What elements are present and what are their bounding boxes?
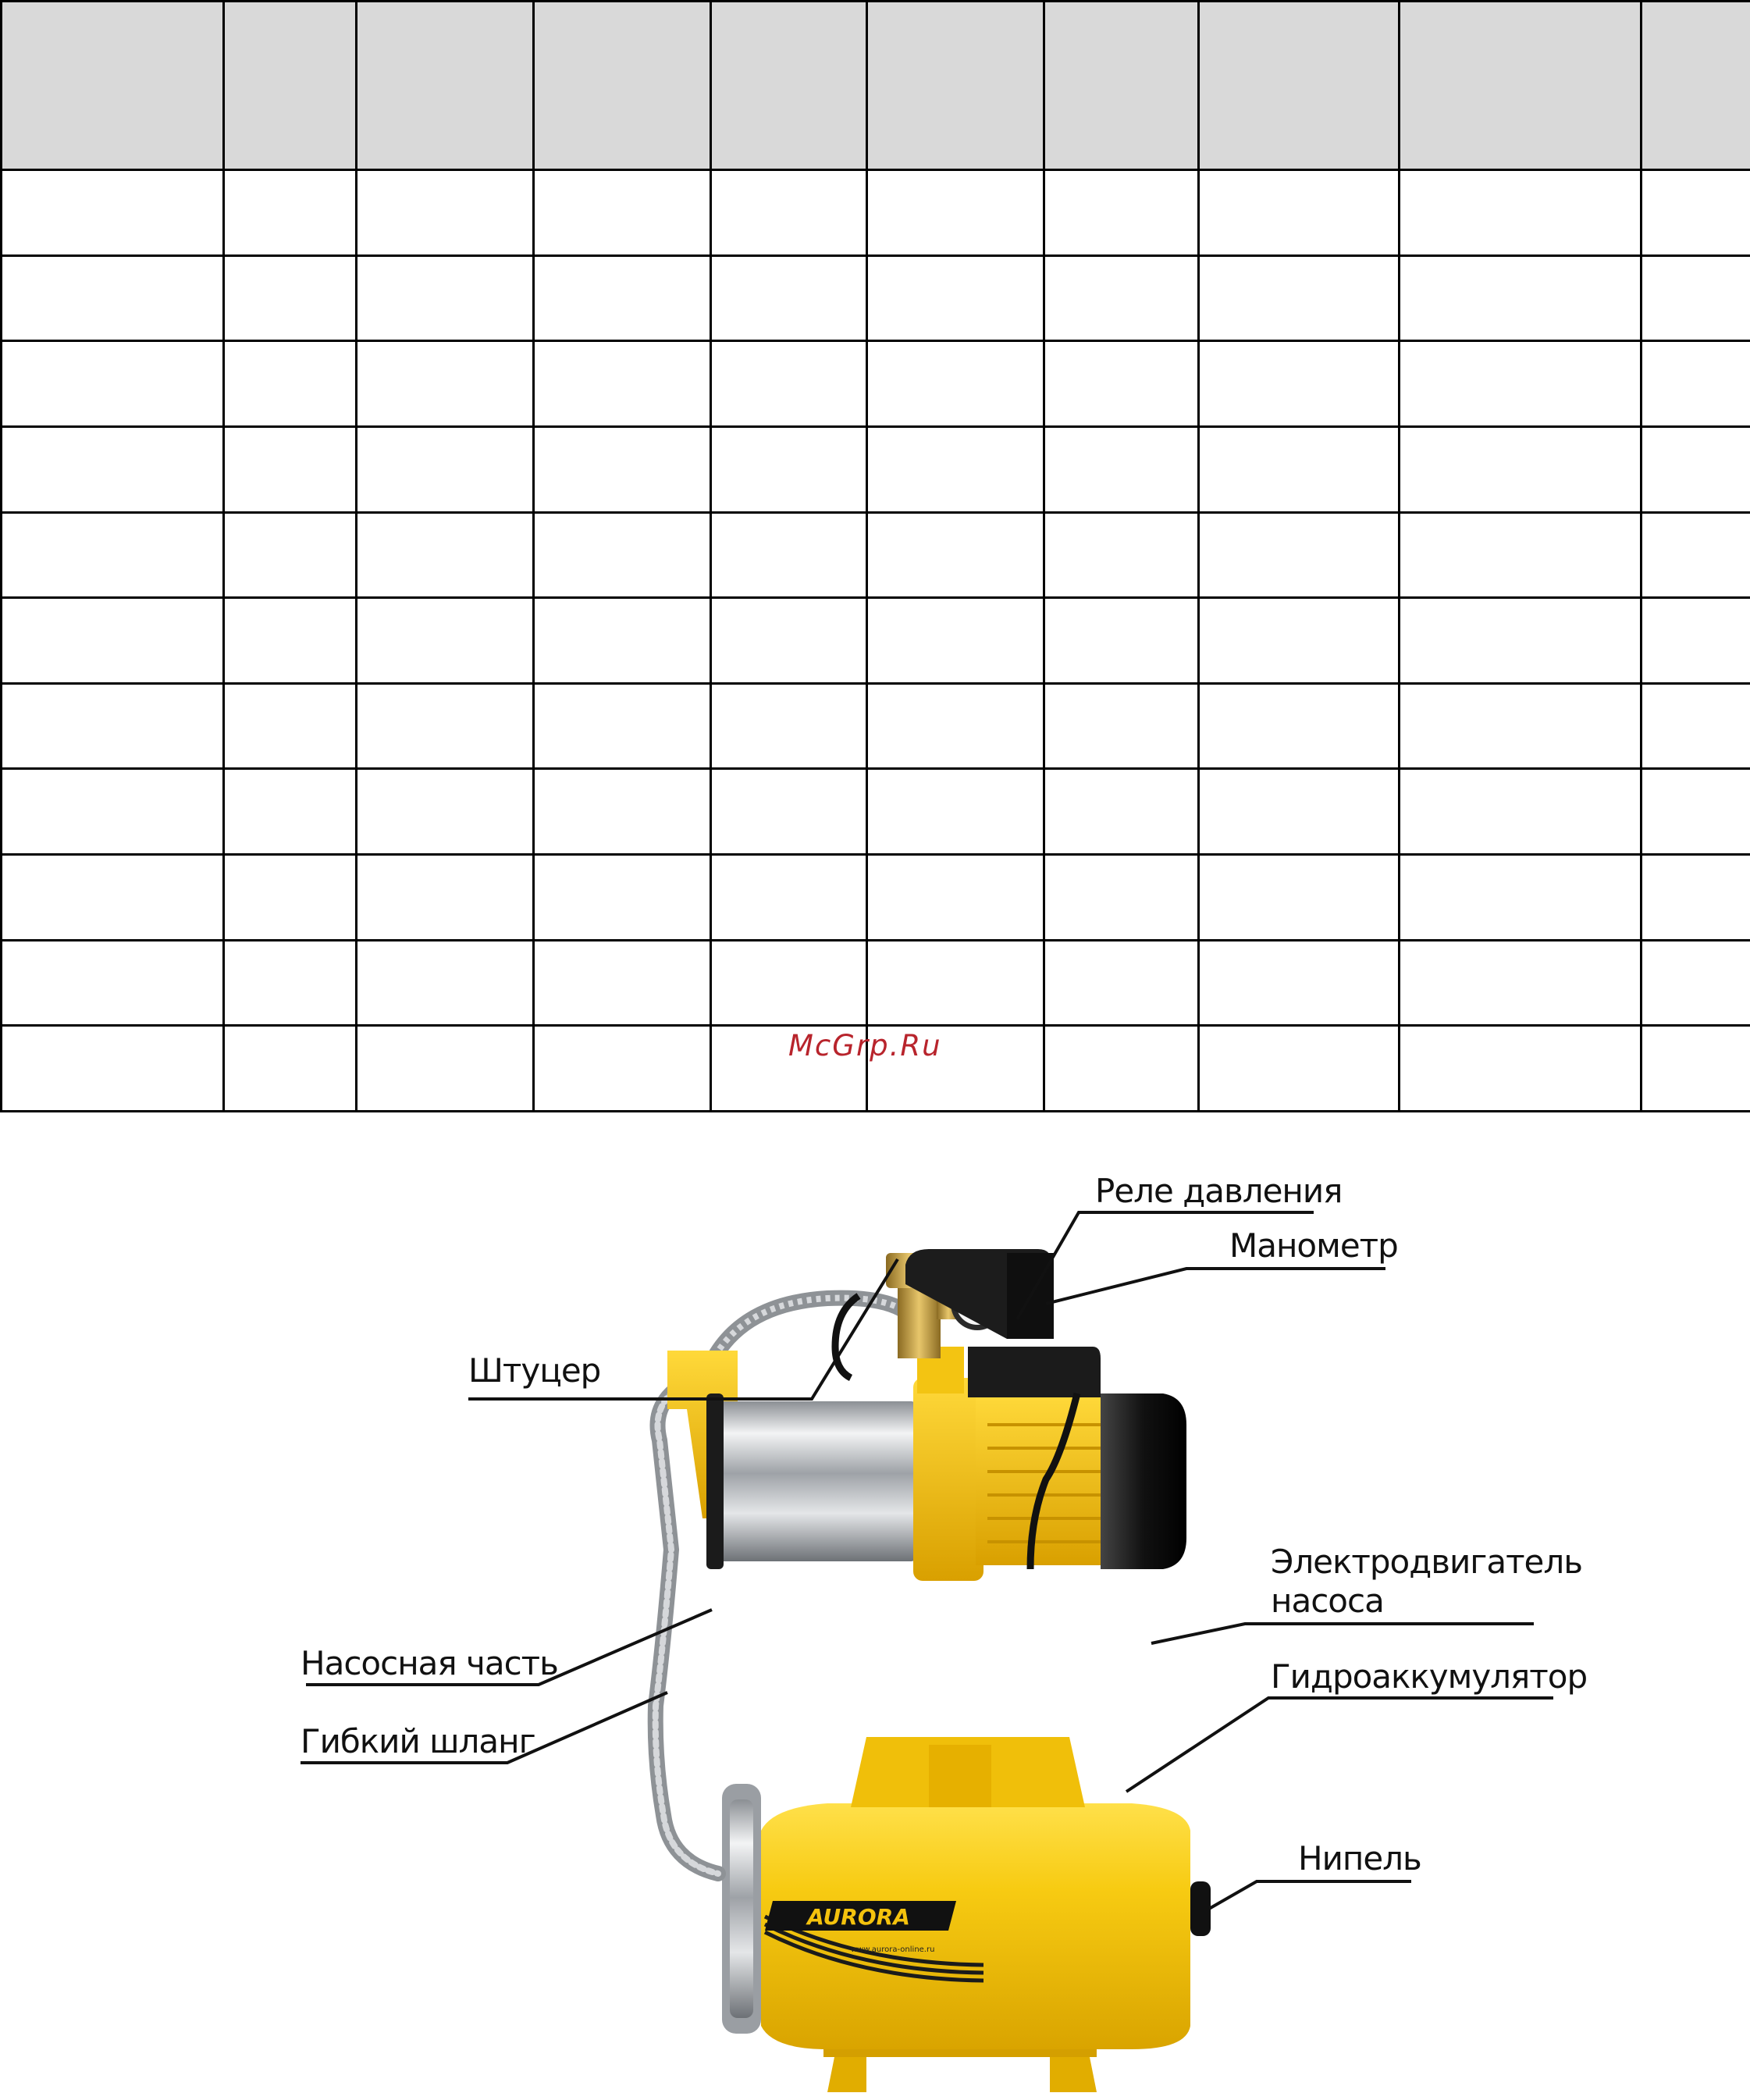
table-cell [534,255,711,341]
table-cell [1400,598,1642,684]
table-cell [357,426,534,512]
table-cell [1199,255,1400,341]
motor-end-cap [1101,1393,1186,1569]
table-cell [2,170,224,256]
table-cell [867,170,1044,256]
table-cell [867,598,1044,684]
header-cell [1044,2,1199,170]
table-cell [1044,683,1199,769]
table-cell [224,683,357,769]
table-cell [357,341,534,427]
label-pressure-relay: Реле давления [1095,1172,1343,1210]
table-cell [357,769,534,855]
table-cell [1199,426,1400,512]
table-cell [1044,255,1199,341]
table-cell [224,855,357,941]
table-cell [2,255,224,341]
header-cell [534,2,711,170]
tank-foot-right [1050,2053,1097,2092]
table-cell [2,940,224,1026]
table-cell [711,170,867,256]
table-cell [1400,341,1642,427]
table-cell [1199,940,1400,1026]
table-cell [534,512,711,598]
table-cell [1199,1026,1400,1112]
label-tank: Гидроаккумулятор [1271,1657,1588,1696]
table-cell [711,426,867,512]
table-cell [1400,512,1642,598]
table-cell [357,683,534,769]
table-cell [534,170,711,256]
table-cell [534,683,711,769]
table-cell [1199,598,1400,684]
table-cell [1044,1026,1199,1112]
table-cell [1044,512,1199,598]
header-cell [711,2,867,170]
table-cell [357,170,534,256]
table-cell [711,341,867,427]
table-cell [1199,769,1400,855]
label-manometer: Манометр [1229,1226,1398,1265]
table-cell [534,1026,711,1112]
pump-head [913,1378,983,1581]
table-cell [1400,769,1642,855]
table-cell [2,769,224,855]
table-row [2,598,1750,684]
table-cell [867,855,1044,941]
table-cell [1044,940,1199,1026]
table-cell [224,170,357,256]
table-cell [224,598,357,684]
table-cell [357,855,534,941]
table-cell [711,255,867,341]
pump-station-illustration [0,1112,1750,2100]
table-cell [711,598,867,684]
table-cell [1199,341,1400,427]
table-cell [2,512,224,598]
table-cell [1400,855,1642,941]
table-row [2,940,1750,1026]
table-cell [1642,855,1750,941]
table-cell [2,341,224,427]
table-cell [224,426,357,512]
pump-station-figure [0,1112,1750,2100]
tank-url: www.aurora-online.ru [851,1945,935,1954]
table-cell [711,769,867,855]
table-cell [1199,683,1400,769]
table-cell [1642,598,1750,684]
table-cell [1642,940,1750,1026]
table-cell [1044,426,1199,512]
table-cell [1642,1026,1750,1112]
table-cell [1400,683,1642,769]
table-cell [224,769,357,855]
table-cell [1199,512,1400,598]
table-cell [867,940,1044,1026]
table-cell [357,255,534,341]
header-cell [1642,2,1750,170]
table-row [2,341,1750,427]
table-cell [1400,170,1642,256]
table-cell [1199,170,1400,256]
table-cell [867,341,1044,427]
table-cell [1400,426,1642,512]
table-cell [1044,170,1199,256]
table-cell [357,940,534,1026]
table-row [2,512,1750,598]
table-cell [2,1026,224,1112]
table-cell [534,341,711,427]
table-cell [1642,170,1750,256]
table-cell [1400,1026,1642,1112]
table-cell [711,683,867,769]
table-cell [534,598,711,684]
motor-terminal-box [968,1347,1101,1397]
table-cell [534,769,711,855]
table-cell [2,426,224,512]
table-cell [1642,512,1750,598]
table-cell [357,1026,534,1112]
table-cell [357,598,534,684]
table-row [2,255,1750,341]
table-cell [224,940,357,1026]
header-cell [1400,2,1642,170]
table-row [2,855,1750,941]
label-motor-line1: Электродвигатель [1271,1543,1582,1581]
table-cell [711,855,867,941]
table-cell [711,940,867,1026]
label-pump-part: Насосная часть [301,1644,558,1682]
table-cell [534,940,711,1026]
tank-foot-left [827,2053,866,2092]
table-cell [1400,255,1642,341]
table-header-row [2,2,1750,170]
table-cell [534,855,711,941]
table-cell [224,255,357,341]
table-cell [2,855,224,941]
aurora-logo [765,1901,956,1931]
table-cell [1642,769,1750,855]
table-cell [1044,769,1199,855]
table-cell [1642,683,1750,769]
table-cell [1642,341,1750,427]
table-cell [1642,426,1750,512]
table-cell [534,426,711,512]
table-row [2,683,1750,769]
header-cell [2,2,224,170]
table-cell [224,341,357,427]
table-cell [867,512,1044,598]
nipple-cap [1190,1881,1211,1936]
table-cell [867,769,1044,855]
table-cell [1044,341,1199,427]
header-cell [224,2,357,170]
table-cell [1400,940,1642,1026]
label-flexible-hose: Гибкий шланг [301,1722,535,1760]
table-cell [2,683,224,769]
table-cell [1199,855,1400,941]
table-cell [357,512,534,598]
table-cell [867,426,1044,512]
header-cell [357,2,534,170]
table-cell [224,1026,357,1112]
table-cell [1044,598,1199,684]
label-fitting: Штуцер [468,1351,601,1390]
table-cell [1642,255,1750,341]
table-row [2,769,1750,855]
table-row [2,426,1750,512]
svg-text:AURORA: AURORA [807,1904,910,1930]
table-cell [224,512,357,598]
pump-steel-body [714,1401,917,1561]
table-cell [867,255,1044,341]
table-row [2,170,1750,256]
label-nipple: Нипель [1298,1839,1421,1878]
watermark: McGrp.Ru [788,1029,942,1062]
table-cell [1044,855,1199,941]
table-cell [711,512,867,598]
table-cell [2,598,224,684]
table-cell [867,683,1044,769]
header-cell [1199,2,1400,170]
header-cell [867,2,1044,170]
label-motor-line2: насоса [1271,1582,1384,1620]
